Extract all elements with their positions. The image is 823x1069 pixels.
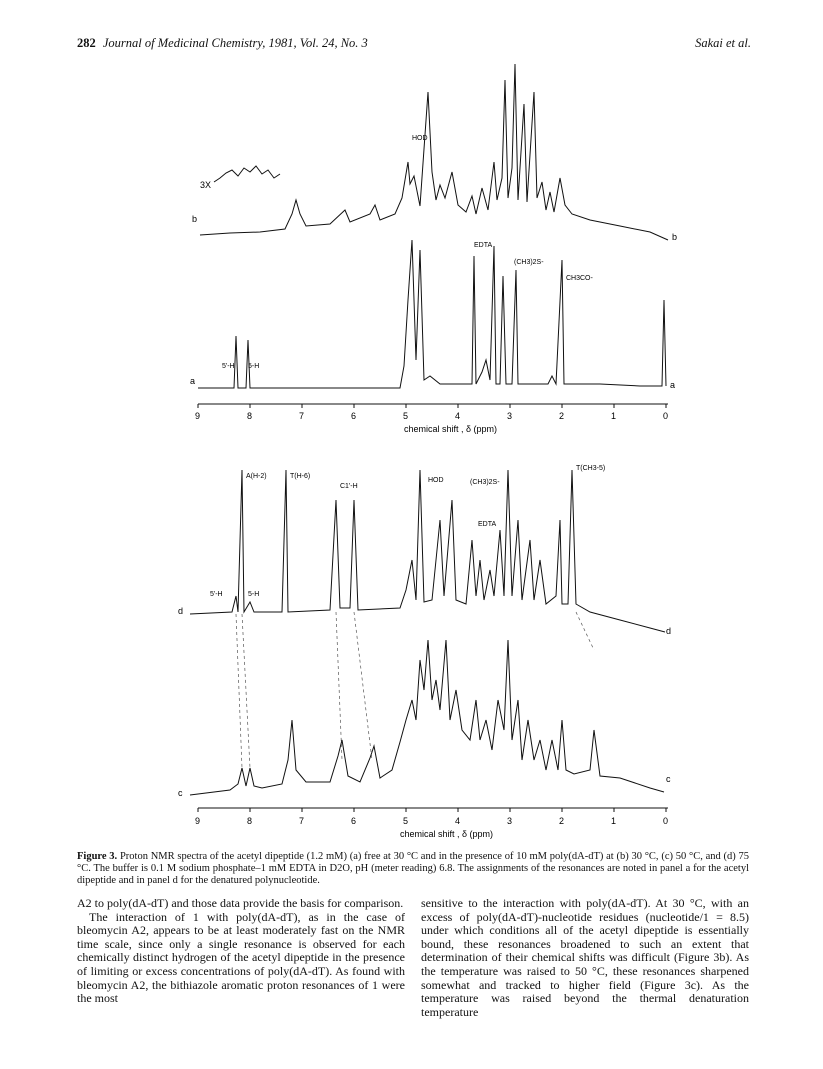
axis-bottom-tick-1: 1	[611, 816, 617, 826]
body-left-paragraph-1: A2 to poly(dA-dT) and those data provide the basis for comparison.	[77, 896, 404, 910]
axis-bottom-tick-4: 4	[455, 816, 461, 826]
axis-top-tick-4: 4	[455, 411, 461, 421]
body-left-paragraph-2: The interaction of 1 with poly(dA-dT), as in the case of bleomycin A2, appears to be at least moderately fast on the NMR time scale, since only a single resonance is observed for each chemically distinct hydrogen of the acetyl dipeptide in the presence of limiting or excess concentrations of poly(dA-dT). As found with bleomycin A2, the bithiazole aromatic proton resonances of 1 were the most	[77, 909, 405, 1006]
figure-caption-label: Figure 3.	[77, 851, 118, 862]
annotation-acetyl-a: CH3CO-	[566, 275, 593, 282]
axis-bottom	[195, 808, 668, 839]
annotation-5-h-d: 5-H	[248, 591, 260, 598]
body-right-column	[421, 897, 749, 1019]
annotation-edta-a: EDTA	[474, 242, 493, 249]
axis-top-tick-9: 9	[195, 411, 201, 421]
axis-bottom-tick-7: 7	[299, 816, 305, 826]
scale-label-3x: 3X	[200, 180, 212, 190]
axis-top-tick-2: 2	[559, 411, 565, 421]
spectrum-c	[178, 640, 671, 798]
spectrum-b-inset-3x	[214, 166, 280, 182]
axis-bottom-title: chemical shift , δ (ppm)	[400, 829, 494, 839]
axis-top-tick-5: 5	[403, 411, 409, 421]
axis-bottom-tick-9: 9	[195, 816, 201, 826]
annotation-5-h-a: 5-H	[248, 363, 260, 370]
annotation-c1prime-h-d: C1'-H	[340, 483, 358, 490]
annotation-t-ch3-5-d: T(CH3-5)	[576, 465, 606, 472]
axis-bottom-ticks	[198, 808, 666, 812]
spectrum-a	[190, 240, 675, 390]
spectrum-b-trace	[200, 64, 668, 240]
panel-label-a-left: a	[190, 376, 196, 386]
annotation-edta-d: EDTA	[478, 521, 497, 528]
annotation-hod-d: HOD	[428, 477, 444, 484]
axis-top	[195, 404, 668, 434]
axis-bottom-tick-2: 2	[559, 816, 565, 826]
axis-top-tick-6: 6	[351, 411, 357, 421]
annotation-hod-b: HOD	[412, 135, 428, 142]
axis-bottom-tick-0: 0	[663, 816, 669, 826]
axis-bottom-tick-6: 6	[351, 816, 357, 826]
page-number: 282	[77, 36, 96, 50]
axis-top-tick-3: 3	[507, 411, 513, 421]
spectrum-b	[192, 64, 677, 242]
panel-label-b-right: b	[672, 232, 678, 242]
figure-caption	[77, 851, 749, 888]
axis-top-tick-1: 1	[611, 411, 617, 421]
axis-bottom-tick-3: 3	[507, 816, 513, 826]
annotation-5prime-h-a: 5'-H	[222, 363, 235, 370]
body-left-column	[77, 897, 405, 1006]
panel-label-c-left: c	[178, 788, 183, 798]
axis-bottom-tick-5: 5	[403, 816, 409, 826]
axis-top-title: chemical shift , δ (ppm)	[404, 424, 498, 434]
axis-bottom-tick-8: 8	[247, 816, 253, 826]
figure-caption-text: Proton NMR spectra of the acetyl dipeptide (1.2 mM) (a) free at 30 °C and in the presence of 10 mM poly(dA-dT) at (b) 30 °C, (c) 50 °C, and (d) 75 °C. The buffer is 0.1 M sodium phosphate–1 mM EDTA in D2O, pH (meter reading) 6.8. The assignments of the resonances are noted in panel a for the acetyl dipeptide and in panel d for the denatured polynucleotide.	[77, 851, 749, 887]
panel-label-c-right: c	[666, 774, 671, 784]
journal-citation: Journal of Medicinal Chemistry, 1981, Vol. 24, No. 3	[102, 36, 368, 50]
axis-top-tick-0: 0	[663, 411, 669, 421]
panel-label-d-right: d	[666, 626, 672, 636]
running-header-authors: Sakai et al.	[695, 36, 751, 50]
panel-label-d-left-text: d	[178, 606, 184, 616]
panel-label-a-right: a	[670, 380, 676, 390]
axis-top-tick-8: 8	[247, 411, 253, 421]
spectrum-c-trace	[190, 640, 664, 795]
annotation-dimethylsulfonium-d: (CH3)2S-	[470, 479, 500, 486]
annotation-dimethylsulfonium-a: (CH3)2S-	[514, 259, 544, 266]
annotation-t-h6-d: T(H-6)	[290, 473, 311, 480]
panel-label-b-left: b	[192, 214, 198, 224]
spectrum-d	[178, 465, 671, 636]
annotation-5prime-h-d: 5'-H	[210, 591, 223, 598]
axis-top-ticks	[198, 404, 666, 408]
annotation-a-h2-d: A(H-2)	[246, 473, 267, 480]
spectrum-d-trace	[190, 470, 665, 632]
spectrum-a-trace	[198, 240, 666, 388]
axis-top-tick-7: 7	[299, 411, 305, 421]
body-right-paragraph-1: sensitive to the interaction with poly(dA-dT). At 30 °C, with an excess of poly(dA-dT)-nucleotide residues (nucleotide/1 = 8.5) under which conditions all of the acetyl dipeptide is essentially bound, these resonances broadened to such an extent that determination of their chemical shifts was difficult (Figure 3b). As the temperature was raised to 50 °C, these resonances sharpened somewhat and tracked to higher field (Figure 3c). As the temperature was raised beyond the thermal denaturation temperature	[421, 896, 749, 1019]
